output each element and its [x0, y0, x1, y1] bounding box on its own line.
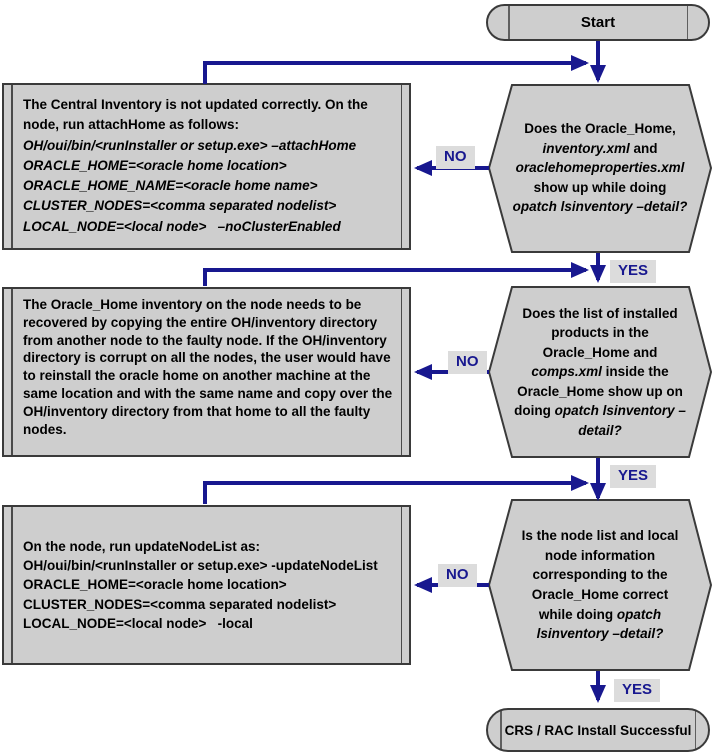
start-node: [486, 4, 710, 41]
box3-command: OH/oui/bin/<runInstaller or setup.exe> -updateNodeList ORACLE_HOME=<oracle home location> CLUSTER_NODES=<comma separated nodelist> LOCAL_NODE=<local node> -local: [23, 558, 382, 631]
start-node-label: Start: [580, 14, 616, 31]
box1-command-line: ORACLE_HOME_NAME=<oracle home name>: [23, 178, 318, 193]
connector-box2-recheck-decision2: [205, 270, 586, 286]
box1-command-line: ORACLE_HOME=<oracle home location>: [23, 157, 287, 173]
no-label-3: NO: [438, 564, 477, 587]
end-node: [486, 708, 710, 752]
yes-label-1: YES: [610, 260, 656, 283]
no-label-2: NO: [448, 351, 487, 374]
decision-3-text: Is the node list and local node information corresponding to the Oracle_Home correct while doing opatch lsinventory –detail?: [521, 528, 679, 642]
decision-1-text: Does the Oracle_Home, inventory.xml and oraclehomeproperties.xml show up while doing opatch lsinventory –detail?: [512, 121, 688, 215]
no-label-1: NO: [436, 146, 475, 169]
box1-command-line: CLUSTER_NODES=<comma separated nodelist>: [23, 198, 337, 214]
box1-command-line: LOCAL_NODE=<local node> –noClusterEnabled: [23, 218, 341, 234]
end-node-label: CRS / RAC Install Successful: [504, 722, 692, 738]
box3-intro: On the node, run updateNodeList as:: [23, 539, 261, 555]
yes-label-3: YES: [614, 679, 660, 702]
connector-box1-recheck-decision1: [205, 63, 586, 84]
yes-label-2: YES: [610, 465, 656, 488]
process-box-recover-inventory-text: The Oracle_Home inventory on the node needs to be recovered by copying the entire OH/inventory directory from another node to the faulty node. If the OH/inventory directory is corrupt on all the nodes, the user would have to reinstall the oracle home on another machine at the same location and with the same name and copy over the OH/inventory directory from that home to all the faulty nodes.: [23, 297, 393, 437]
box1-intro: The Central Inventory is not updated correctly. On the node, run attachHome as follows:: [23, 97, 368, 133]
box1-command-line: OH/oui/bin/<runInstaller or setup.exe> –attachHome: [23, 137, 357, 153]
decision-2-text: Does the list of installed products in the Oracle_Home and comps.xml inside the Oracle_Home show up on doing opatch lsinventory – detail?: [514, 305, 686, 438]
